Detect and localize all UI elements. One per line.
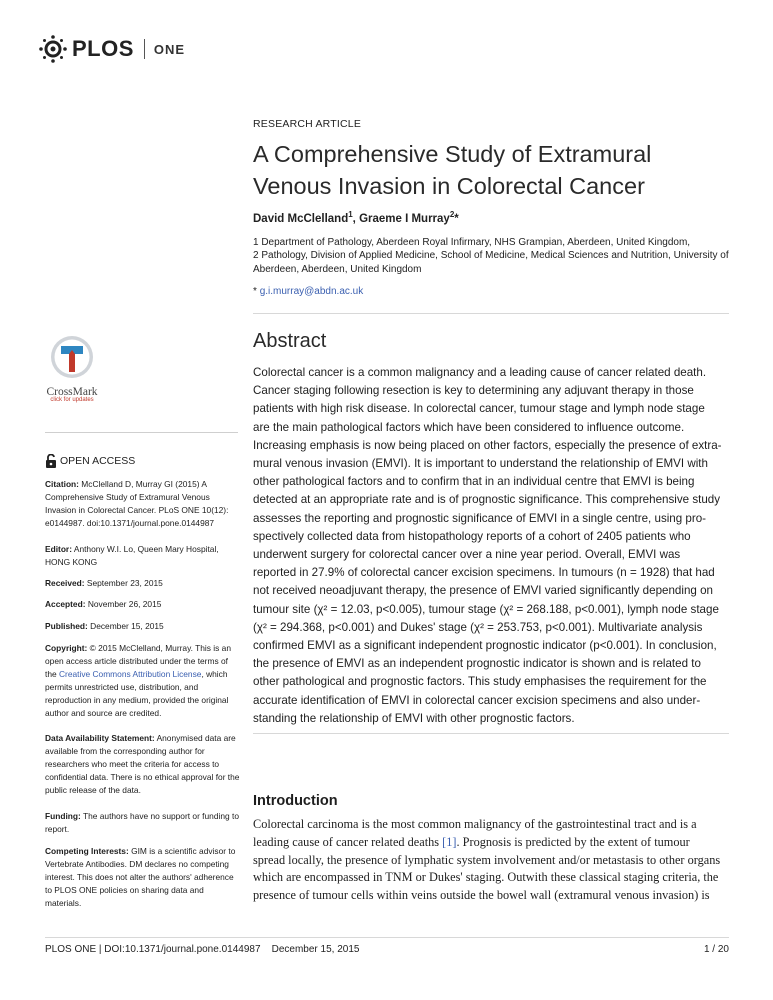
- abstract-line: assesses the reporting and prognostic significance of EMVI in a single centre, using pro-: [253, 511, 707, 525]
- open-lock-icon: [45, 454, 57, 468]
- author-1[interactable]: David McClelland: [253, 212, 349, 225]
- logo-plos-text: PLOS: [72, 36, 134, 61]
- corresponding-email-link[interactable]: g.i.murray@abdn.ac.uk: [259, 286, 364, 297]
- author-2-affil: 2: [449, 210, 455, 219]
- data-availability-label: Data Availability Statement:: [45, 733, 155, 743]
- citation-label: Citation:: [45, 479, 79, 489]
- abstract-line: Increasing emphasis is now being placed on other factors, especially the presence of extra-: [253, 438, 722, 452]
- intro-line: Colorectal carcinoma is the most common malignancy of the gastrointestinal tract and is a: [253, 817, 697, 831]
- corr-mark: *: [253, 286, 257, 297]
- received-date: September 23, 2015: [86, 578, 163, 588]
- abstract-line: accurate identification of EMVI in colorectal cancer excision specimens and also under-: [253, 693, 701, 707]
- article-type: RESEARCH ARTICLE: [253, 118, 362, 130]
- intro-text: leading cause of cancer related deaths: [253, 834, 443, 849]
- copyright-block: [45, 642, 240, 720]
- author-list: [253, 210, 729, 225]
- sidebar-rule: [45, 432, 238, 433]
- footer-text: PLOS ONE | DOI:10.1371/journal.pone.0144987 December 15, 2015: [45, 944, 360, 955]
- editor-block: [45, 543, 240, 569]
- funding-text: The authors have no support or funding to report.: [45, 811, 239, 834]
- intro-line: spread locally, the presence of lymphatic system involvement and/or metastasis to other organs: [253, 852, 721, 867]
- abstract-line: the presence of EMVI as an independent prognostic indicator is shown and is related to: [253, 657, 701, 671]
- accepted-date: November 26, 2015: [87, 599, 162, 609]
- abstract-heading: Abstract: [253, 330, 327, 352]
- introduction-body: [253, 816, 729, 905]
- abstract-line: underwent surgery for colorectal cancer over a nine year period. Overall, EMVI was: [253, 548, 681, 562]
- abstract-line: reported in 27.9% of colorectal cancer excision specimens. In tumours (n = 1928) that had: [253, 566, 715, 580]
- crossmark-badge[interactable]: [44, 334, 100, 403]
- author-separator: ,: [352, 212, 360, 225]
- data-availability-text: Anonymised data are available from the corresponding author for researchers who meet the criteria for access to confidential data. There is no ethical approval for the public release of the data.: [45, 733, 240, 795]
- abstract-line: other pathological and prognostic factors. This study emphasises the requirement for the: [253, 675, 707, 689]
- title-line-2: Venous Invasion in Colorectal Cancer: [253, 173, 645, 199]
- copyright-text: © 2015 McClelland, Murray. This is an open access article distributed under the terms of the: [45, 643, 231, 679]
- funding-label: Funding:: [45, 811, 81, 821]
- abstract-line: (χ² = 294.368, p<0.001) and Dukes' stage (χ² = 253.753, p<0.001). Multivariate analysis: [253, 620, 703, 634]
- intro-line: [253, 834, 729, 852]
- intro-text: . Prognosis is predicted by the extent of tumour: [456, 834, 690, 849]
- page-number: 1 / 20: [703, 944, 729, 955]
- abstract-line: other pathological factors and to confirm that in an individual centre that EMVI is being: [253, 475, 695, 489]
- abstract-line: are the main pathological factors which have been considered to influence outcome.: [253, 420, 685, 434]
- copyright-text-end: , which permits unrestricted use, distribution, and reproduction in any medium, provided the original author and source are credited.: [45, 669, 229, 718]
- abstract-line: standing the relationship of EMVI with other prognostic factors.: [253, 711, 575, 725]
- data-availability-block: [45, 732, 240, 797]
- corresponding-author: [253, 286, 729, 297]
- abstract-line: Colorectal cancer is a common malignancy and a leading cause of cancer related death.: [253, 366, 707, 379]
- competing-interests-label: Competing Interests:: [45, 846, 129, 856]
- crossmark-icon: [48, 334, 96, 380]
- affiliation-line: 2 Pathology, Division of Applied Medicine, School of Medicine, Medical Sciences and Nutrition, University of: [253, 250, 729, 262]
- affiliations: [253, 236, 729, 276]
- abstract-line: mural venous invasion (EMVI). It is important to understand the relationship of EMVI with: [253, 457, 708, 471]
- published-date: December 15, 2015: [90, 621, 164, 631]
- author-1-affil: 1: [348, 210, 353, 219]
- footer-rule: [45, 937, 729, 938]
- abstract-line: tumour site (χ² = 12.03, p<0.005), tumour stage (χ² = 268.188, p<0.001), lymph node stage: [253, 602, 719, 616]
- abstract-line: confirmed EMVI as a significant independent prognostic indicator (p<0.001). In conclusion,: [253, 639, 717, 653]
- abstract-line: Cancer staging following resection is key to determining any adjuvant therapy in those: [253, 384, 694, 398]
- abstract-bottom-rule: [253, 733, 729, 734]
- editor-label: Editor:: [45, 544, 72, 554]
- competing-interests-block: [45, 845, 240, 910]
- plos-one-logo[interactable]: [38, 34, 185, 64]
- affiliation-line: 1 Department of Pathology, Aberdeen Royal Infirmary, NHS Grampian, Aberdeen, United Kingdom,: [253, 237, 691, 248]
- funding-block: [45, 810, 240, 836]
- received-label: Received:: [45, 578, 85, 588]
- open-access-badge: [45, 454, 240, 468]
- crossmark-title: CrossMark: [46, 386, 98, 398]
- footer-citation: [45, 944, 359, 955]
- citation-block: [45, 478, 240, 530]
- affiliation-line: Aberdeen, Aberdeen, United Kingdom: [253, 263, 422, 275]
- license-link[interactable]: Creative Commons Attribution License: [58, 669, 202, 679]
- intro-line: presence of tumour cells within veins outside the bowel wall (extramural venous invasion) is: [253, 888, 710, 903]
- abstract-line: patients with high risk disease. In colorectal cancer, tumour stage and lymph node stage: [253, 402, 705, 416]
- competing-interests-text: GIM is a scientific advisor to Vertebrate Antibodies. DM declares no competing interest. This does not alter the authors' adherence to PLOS ONE policies on sharing data and materials.: [45, 846, 236, 908]
- abstract-line: not received neoadjuvant therapy, the presence of EMVI varied significantly depending on: [253, 584, 713, 598]
- article-title: [253, 138, 729, 202]
- accepted-label: Accepted:: [45, 599, 86, 609]
- introduction-heading: Introduction: [253, 793, 338, 809]
- plos-logo-icon: [38, 34, 68, 64]
- abstract-top-rule: [253, 313, 729, 314]
- citation-text: McClelland D, Murray GI (2015) A Comprehensive Study of Extramural Venous Invasion in Colorectal Cancer. PLoS ONE 10(12): e0144987. doi:10.1371/journal.pone.0144987: [45, 479, 229, 528]
- title-line-1: A Comprehensive Study of Extramural: [253, 141, 652, 167]
- copyright-label: Copyright:: [45, 643, 88, 653]
- published-block: [45, 620, 240, 633]
- received-block: [45, 577, 240, 590]
- abstract-line: detected at an appropriate rate and is of prognostic significance. This comprehensive study: [253, 493, 721, 507]
- open-access-label: OPEN ACCESS: [60, 455, 136, 467]
- published-label: Published:: [45, 621, 88, 631]
- accepted-block: [45, 598, 240, 611]
- author-2[interactable]: Graeme I Murray: [359, 212, 450, 225]
- logo-journal-text: ONE: [153, 41, 186, 57]
- citation-link[interactable]: [1]: [442, 834, 457, 849]
- abstract-body: [253, 364, 729, 728]
- editor-text: Anthony W.I. Lo, Queen Mary Hospital, HONG KONG: [45, 544, 219, 567]
- abstract-line: spectively collected data from histopathology reports of a cohort of 2405 patients who: [253, 529, 691, 543]
- logo-divider: [144, 39, 145, 59]
- crossmark-subtitle: click for updates: [50, 397, 94, 403]
- intro-line: which are encompassed in TNM or Dukes' staging. Outwith these classical staging criteria, the: [253, 870, 719, 885]
- corresponding-mark: *: [454, 212, 459, 225]
